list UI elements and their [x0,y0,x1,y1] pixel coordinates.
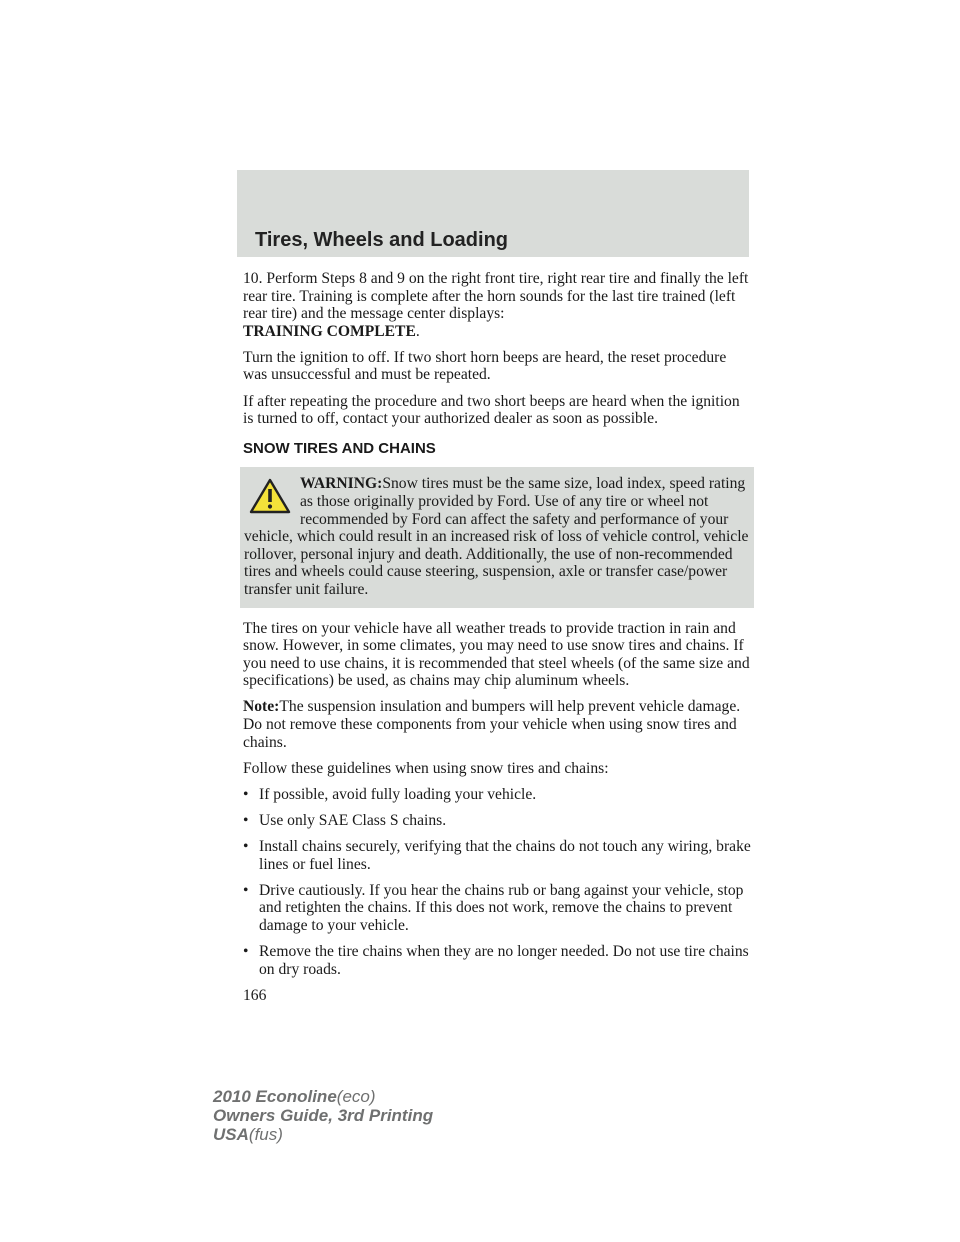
list-item: • Use only SAE Class S chains. [243,811,447,829]
ignition-off-paragraph: Turn the ignition to off. If two short horn beeps are heard, the reset procedure was unsuccessful and must be repeated. [243,348,727,384]
note-paragraph: Note:The suspension insulation and bumpers will help prevent vehicle damage. Do not remove these components from your vehicle when using snow tires and chains. [243,698,741,751]
bullet-icon: • [243,811,249,829]
page-number: 166 [243,986,267,1004]
warning-triangle-icon [248,477,292,515]
footer-line-2: Owners Guide, 3rd Printing [213,1106,434,1125]
page-content [243,270,751,1004]
list-item: • Remove the tire chains when they are no longer needed. Do not use tire chains on dry roads. [243,942,749,978]
section-title: Tires, Wheels and Loading [255,229,509,251]
footer-line-3: USA(fus) [213,1125,283,1144]
bullet-icon: • [243,837,249,855]
bullet-icon: • [243,942,249,960]
list-item: • Install chains securely, verifying that the chains do not touch any wiring, brake lines or fuel lines. [243,837,751,873]
treads-paragraph: The tires on your vehicle have all weather treads to provide traction in rain and snow. However, in some climates, you may need to use snow tires and chains. If you need to use chains, it is recommended that steel wheels (of the same size and specifications) be used, as chains may chip aluminum wheels. [243,619,750,690]
repeat-procedure-paragraph: If after repeating the procedure and two short beeps are heard when the ignition is turned to off, contact your authorized dealer as soon as possible. [243,392,740,428]
note-label: Note: [243,698,280,716]
guidelines-list [243,786,751,978]
warning-box [240,467,754,607]
bullet-icon: • [243,881,249,899]
footer-line-1: 2010 Econoline(eco) [213,1087,376,1106]
bullet-icon: • [243,785,249,803]
list-item: • Drive cautiously. If you hear the chains rub or bang against your vehicle, stop and retighten the chains. If this does not work, remove the chains to prevent damage to your vehicle. [243,881,744,934]
message-center-display: TRAINING COMPLETE [243,322,416,340]
section-heading: SNOW TIRES AND CHAINS [243,439,436,457]
document-footer [213,1087,433,1144]
step-10-paragraph: 10. Perform Steps 8 and 9 on the right front tire, right rear tire and finally the left rear tire. Training is complete after the horn sounds for the last tire trained (left rear tire) and the message center displays: TRAINING COMPLETE. [243,270,749,340]
guidelines-intro: Follow these guidelines when using snow tires and chains: [243,759,609,777]
warning-text: WARNING:Snow tires must be the same size, load index, speed rating as those originally provided by Ford. Use of any tire or wheel not recommended by Ford can affect the safety and performance of your vehicle, which could result in an increased risk of loss of vehicle control, vehicle rollover, personal injury and death. Additionally, the use of non-recommended tires and wheels could cause steering, suspension, axle or transfer case/power transfer unit failure. [244,475,749,598]
list-item: • If possible, avoid fully loading your vehicle. [243,785,537,803]
warning-label: WARNING: [300,475,383,493]
